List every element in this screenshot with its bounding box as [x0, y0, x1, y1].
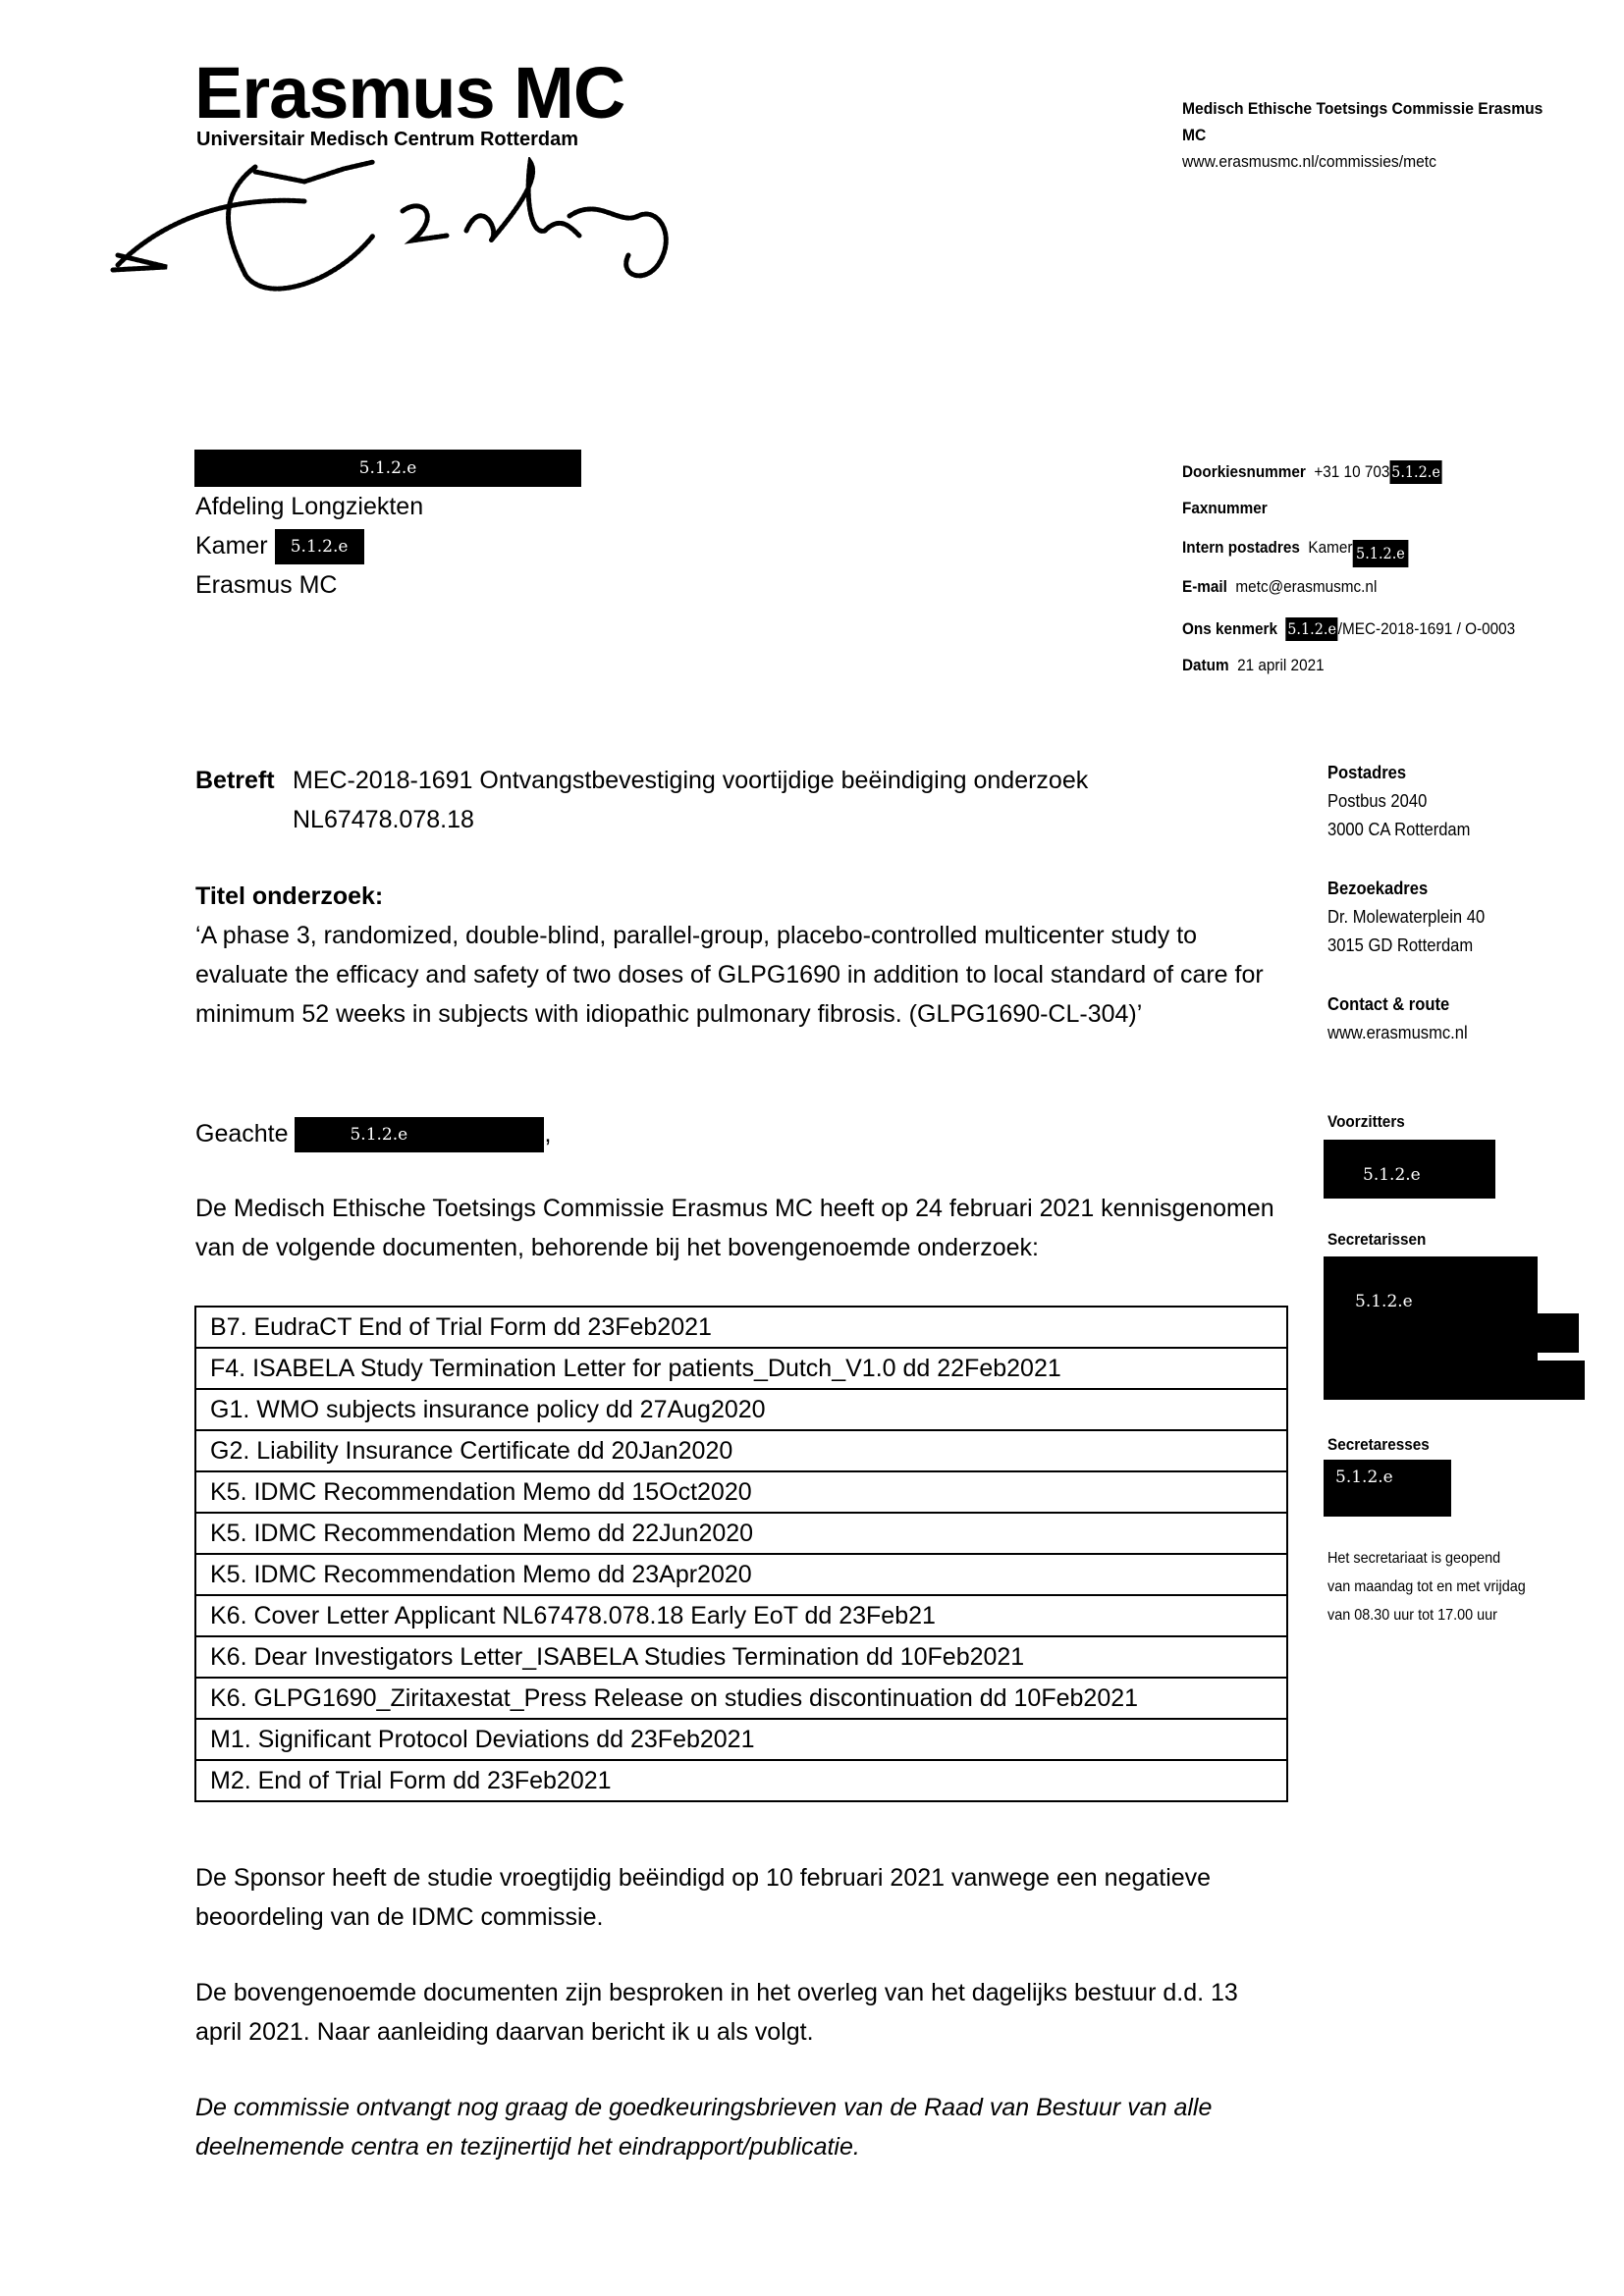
document-item: G2. Liability Insurance Certificate dd 20Jan2020: [195, 1430, 1287, 1471]
table-row: [195, 1513, 1287, 1554]
study-title-block: [195, 877, 1275, 1034]
document-item: K6. Dear Investigators Letter_ISABELA Studies Termination dd 10Feb2021: [195, 1636, 1287, 1678]
redacted-secretaresses: 5.1.2.e: [1324, 1460, 1451, 1517]
redacted-internal-room: 5.1.2.e: [1352, 540, 1408, 567]
document-item: K5. IDMC Recommendation Memo dd 23Apr2020: [195, 1554, 1287, 1595]
contact-phone: Doorkiesnummer +31 10 703 5.1.2.e: [1182, 460, 1442, 484]
document-item: K6. GLPG1690_Ziritaxestat_Press Release on studies discontinuation dd 10Feb2021: [195, 1678, 1287, 1719]
table-row: [195, 1430, 1287, 1471]
redacted-phone: 5.1.2.e: [1389, 460, 1441, 484]
table-row: [195, 1719, 1287, 1760]
contact-reference: Ons kenmerk 5.1.2.e /MEC-2018-1691 / O-0003: [1182, 617, 1515, 641]
subject-label: Betreft: [195, 767, 275, 794]
recipient-department: Afdeling Longziekten: [195, 493, 424, 520]
document-item: B7. EudraCT End of Trial Form dd 23Feb2021: [195, 1307, 1287, 1348]
study-title-text: ‘A phase 3, randomized, double-blind, parallel-group, placebo-controlled multicenter study to evaluate the efficacy and safety of two doses of GLPG1690 in addition to local standard of care for minimum 52 weeks in subjects with idiopathic pulmonary fibrosis. (GLPG1690-CL-304)’: [195, 922, 1264, 1028]
table-row: [195, 1636, 1287, 1678]
contact-email: E-mail metc@erasmusmc.nl: [1182, 577, 1378, 596]
table-row: [195, 1389, 1287, 1430]
study-title-label: Titel onderzoek:: [195, 882, 384, 910]
paragraph-discussion: De bovengenoemde documenten zijn besproken in het overleg van het dagelijks bestuur d.d. 13 april 2021. Naar aanleiding daarvan bericht ik u als volgt.: [195, 1979, 1238, 2046]
sidebar-contact-route: Contact & route www.erasmusmc.nl: [1327, 994, 1468, 1042]
subject-line1: MEC-2018-1691 Ontvangstbevestiging voortijdige beëindiging onderzoek: [293, 767, 1089, 794]
contact-internal-address: Intern postadres Kamer 5.1.2.e: [1182, 539, 1408, 567]
subject: [195, 761, 1177, 839]
sidebar-office-hours: Het secretariaat is geopend van maandag tot en met vrijdag van 08.30 uur tot 17.00 uur: [1327, 1550, 1526, 1624]
redacted-addressee: 5.1.2.e: [295, 1117, 544, 1152]
sidebar-secretaries-heading: Secretarissen: [1327, 1230, 1427, 1249]
document-item: K5. IDMC Recommendation Memo dd 22Jun2020: [195, 1513, 1287, 1554]
recipient-address: [195, 487, 423, 605]
sidebar-postal-address: Postadres Postbus 2040 3000 CA Rotterdam: [1327, 763, 1471, 839]
logo-subtitle: Universitair Medisch Centrum Rotterdam: [196, 129, 578, 150]
intro-paragraph: De Medisch Ethische Toetsings Commissie Erasmus MC heeft op 24 februari 2021 kennisgenomen van de volgende documenten, behorende bij het bovengenoemde onderzoek:: [195, 1195, 1274, 1261]
table-row: [195, 1678, 1287, 1719]
document-item: G1. WMO subjects insurance policy dd 27Aug2020: [195, 1389, 1287, 1430]
sidebar-chairs-heading: Voorzitters: [1327, 1112, 1405, 1131]
table-row: [195, 1760, 1287, 1801]
paragraph-request: De commissie ontvangt nog graag de goedkeuringsbrieven van de Raad van Bestuur van alle deelnemende centra en tezijnertijd het eindrapport/publicatie.: [195, 2094, 1213, 2161]
table-row: [195, 1471, 1287, 1513]
committee-url: www.erasmusmc.nl/commissies/metc: [1182, 152, 1436, 171]
logo-title: Erasmus MC: [194, 52, 625, 133]
document-item: K6. Cover Letter Applicant NL67478.078.18 Early EoT dd 23Feb21: [195, 1595, 1287, 1636]
table-row: [195, 1307, 1287, 1348]
redacted-recipient-name: 5.1.2.e: [194, 450, 581, 487]
paragraph-termination: De Sponsor heeft de studie vroegtijdig beëindigd op 10 februari 2021 vanwege een negatieve beoordeling van de IDMC commissie.: [195, 1864, 1212, 1931]
salutation: Geachte 5.1.2.e ,: [195, 1114, 1285, 1153]
table-row: [195, 1595, 1287, 1636]
redacted-reference: 5.1.2.e: [1285, 617, 1337, 641]
contact-fax: Faxnummer: [1182, 499, 1268, 517]
subject-line2: NL67478.078.18: [293, 806, 474, 833]
sidebar-visit-address: Bezoekadres Dr. Molewaterplein 40 3015 GD Rotterdam: [1327, 879, 1486, 955]
recipient-institution: Erasmus MC: [195, 571, 338, 599]
signature-icon: [108, 157, 717, 304]
redacted-room: 5.1.2.e: [275, 529, 364, 564]
document-item: M2. End of Trial Form dd 23Feb2021: [195, 1760, 1287, 1801]
sidebar-secretaresses-heading: Secretaresses: [1327, 1435, 1430, 1454]
document-item: K5. IDMC Recommendation Memo dd 15Oct2020: [195, 1471, 1287, 1513]
documents-table: [194, 1306, 1288, 1802]
recipient-room: Kamer 5.1.2.e: [195, 526, 423, 565]
redacted-secretaries: 5.1.2.e: [1324, 1256, 1585, 1400]
table-row: [195, 1554, 1287, 1595]
contact-date: Datum 21 april 2021: [1182, 656, 1325, 674]
table-row: [195, 1348, 1287, 1389]
document-item: M1. Significant Protocol Deviations dd 23Feb2021: [195, 1719, 1287, 1760]
committee-name: Medisch Ethische Toetsings Commissie Erasmus MC www.erasmusmc.nl/commissies/metc: [1182, 95, 1543, 175]
document-item: F4. ISABELA Study Termination Letter for patients_Dutch_V1.0 dd 22Feb2021: [195, 1348, 1287, 1389]
